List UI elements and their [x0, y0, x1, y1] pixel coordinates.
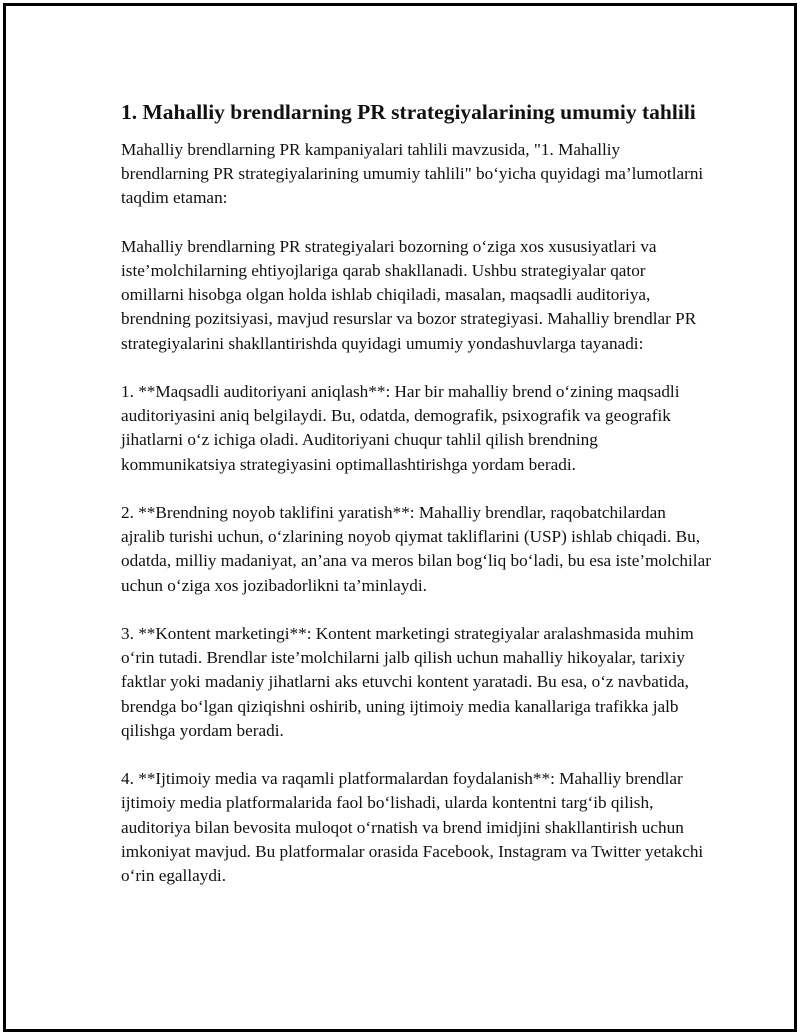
paragraph-item-3: 3. **Kontent marketingi**: Kontent marketingi strategiyalar aralashmasida muhim o‘rin tutadi. Brendlar iste’molchilarni jalb qilish uchun mahalliy hikoyalar, tarixiy faktlar yoki madaniy jihatlarni aks etuvchi kontent yaratadi. Bu esa, o‘z navbatida, brendga bo‘lgan qiziqishni oshirib, uning ijtimoiy media kanallariga trafikka jalb qilishga yordam beradi.	[121, 624, 694, 740]
paragraph-item-2: 2. **Brendning noyob taklifini yaratish**: Mahalliy brendlar, raqobatchilardan ajralib turishi uchun, o‘zlarining noyob qiymat takliflarini (USP) ishlab chiqadi. Bu, odatda, milliy madaniyat, an’ana va meros bilan bog‘liq bo‘ladi, bu esa iste’molchilar uchun o‘ziga xos jozibadorlikni ta’minlaydi.	[121, 503, 711, 595]
document-body	[121, 98, 711, 912]
paragraph-intro: Mahalliy brendlarning PR kampaniyalari tahlili mavzusida, "1. Mahalliy brendlarning PR strategiyalarining umumiy tahlili" bo‘yicha quyidagi ma’lumotlarni taqdim etaman:	[121, 140, 704, 208]
page-frame	[3, 3, 797, 1032]
document-title: 1. Mahalliy brendlarning PR strategiyalarining umumiy tahlili	[121, 100, 696, 124]
paragraph-item-1: 1. **Maqsadli auditoriyani aniqlash**: Har bir mahalliy brend o‘zining maqsadli auditoriyasini aniq belgilaydi. Bu, odatda, demografik, psixografik va geografik jihatlarni o‘z ichiga oladi. Auditoriyani chuqur tahlil qilish brendning kommunikatsiya strategiyasini optimallashtirishga yordam beradi.	[121, 382, 680, 474]
paragraph-item-4: 4. **Ijtimoiy media va raqamli platformalardan foydalanish**: Mahalliy brendlar ijtimoiy media platformalarida faol bo‘lishadi, ularda kontentni targ‘ib qilish, auditoriya bilan bevosita muloqot o‘rnatish va brend imidjini shakllantirish uchun imkoniyat mavjud. Bu platformalar orasida Facebook, Instagram va Twitter yetakchi o‘rin egallaydi.	[121, 769, 704, 886]
paragraph-overview: Mahalliy brendlarning PR strategiyalari bozorning o‘ziga xos xususiyatlari va iste’molchilarning ehtiyojlariga qarab shakllanadi. Ushbu strategiyalar qator omillarni hisobga olgan holda ishlab chiqiladi, masalan, maqsadli auditoriya, brendning pozitsiyasi, mavjud resurslar va bozor strategiyasi. Mahalliy brendlar PR strategiyalarini shakllantirishda quyidagi umumiy yondashuvlarga tayanadi:	[121, 236, 697, 353]
